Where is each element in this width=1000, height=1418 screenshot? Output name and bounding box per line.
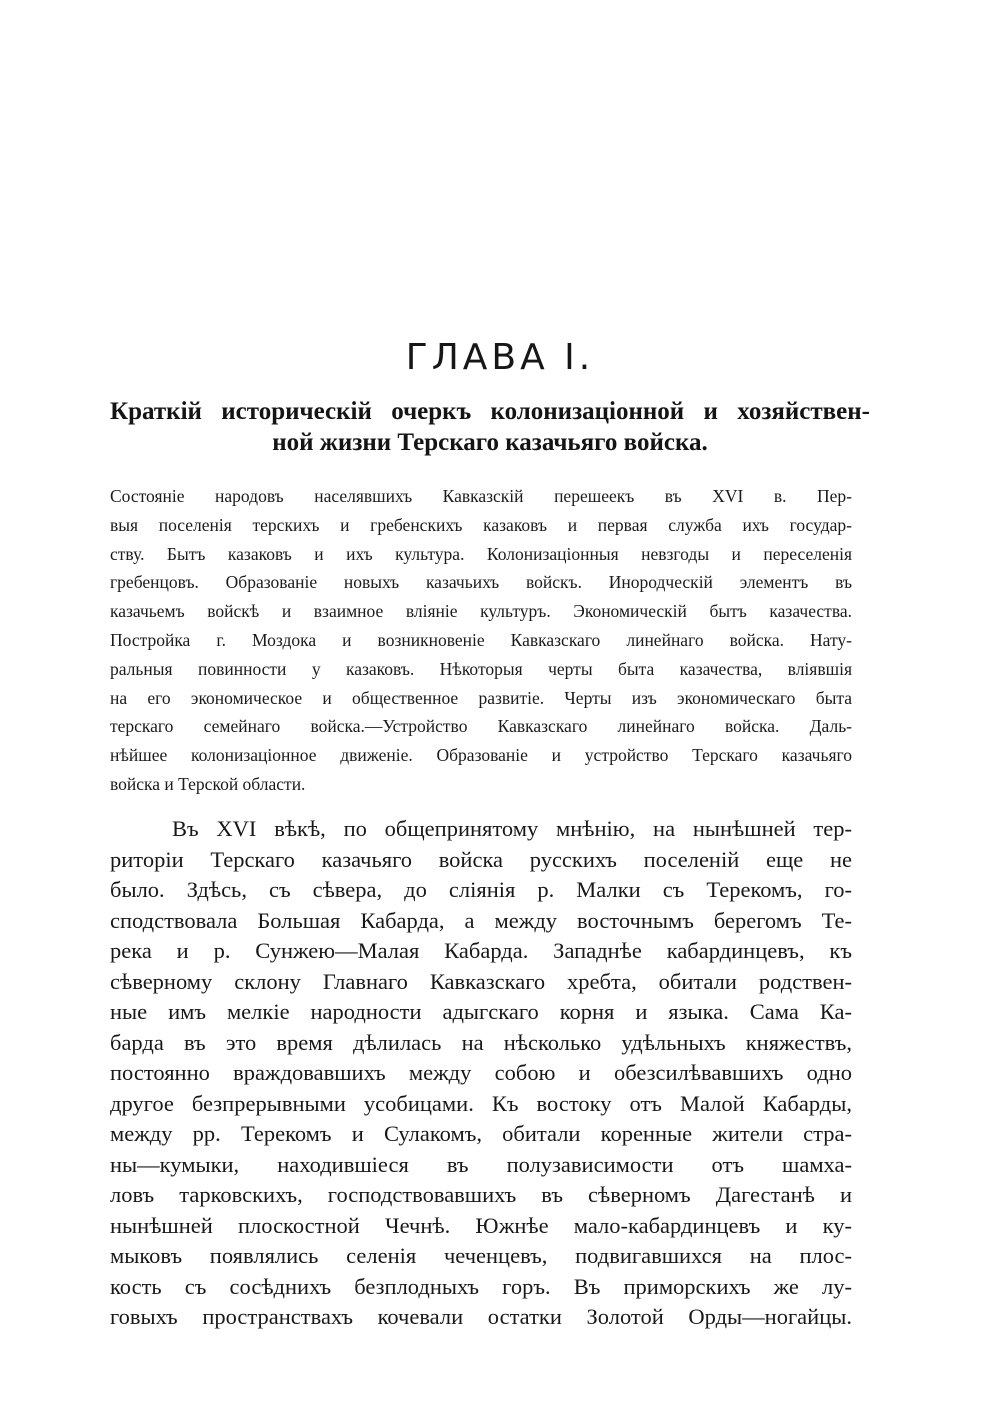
summary-line: гребенцовъ. Образованіе новыхъ казачьихъ войскъ. Инородческій элементъ въ xyxy=(110,572,852,593)
chapter-title-line: Краткій историческій очеркъ колонизаціонной и хозяйствен- xyxy=(110,398,870,425)
summary-line: войска и Терской области. xyxy=(110,773,306,794)
body-line: кость съ сосѣднихъ безплодныхъ горъ. Въ приморскихъ же лу- xyxy=(110,1273,852,1299)
summary-line: терскаго семейнаго войска.—Устройство Кавказскаго линейнаго войска. Даль- xyxy=(110,716,852,737)
body-line: ловъ тарковскихъ, господствовавшихъ въ сѣверномъ Дагестанѣ и xyxy=(110,1182,852,1207)
body-line: между рр. Терекомъ и Сулакомъ, обитали коренные жители стра- xyxy=(110,1121,852,1146)
summary-line: нѣйшее колонизаціонное движеніе. Образованіе и устройство Терскаго казачьяго xyxy=(110,745,852,766)
summary-line: Постройка г. Моздока и возникновеніе Кавказскаго линейнаго войска. Нату- xyxy=(110,629,852,650)
chapter-summary xyxy=(110,482,852,799)
body-line: постоянно враждовавшихъ между собою и обезсилѣвавшихъ одно xyxy=(110,1060,852,1085)
body-line: риторіи Терскаго казачьяго войска русскихъ поселеній еще не xyxy=(110,846,852,872)
summary-line: ству. Бытъ казаковъ и ихъ культура. Колонизаціонныя невзгоды и переселенія xyxy=(110,543,852,564)
body-line: ные имъ мелкіе народности адыгскаго корня и языка. Сама Ка- xyxy=(110,999,852,1024)
body-line: ны—кумыки, находившіеся въ полузависимости отъ шамха- xyxy=(110,1151,852,1177)
body-paragraph xyxy=(110,814,852,1333)
chapter-title-line: ной жизни Терскаго казачьяго войска. xyxy=(272,429,708,456)
body-line: Въ XVI вѣкѣ, по общепринятому мнѣнію, на нынѣшней тер- xyxy=(172,816,852,841)
chapter-heading: ГЛАВА I. xyxy=(405,337,595,378)
summary-line: казачьемъ войскѣ и взаимное вліяніе культуръ. Экономическій бытъ казачества. xyxy=(110,601,852,622)
body-line: было. Здѣсь, съ сѣвера, до сліянія р. Малки съ Терекомъ, го- xyxy=(110,877,852,902)
body-line: нынѣшней плоскостной Чечнѣ. Южнѣе мало-кабардинцевъ и ку- xyxy=(110,1212,852,1238)
summary-line: Состояніе народовъ населявшихъ Кавказскій перешеекъ въ XVI в. Пер- xyxy=(110,486,852,506)
summary-line: выя поселенія терскихъ и гребенскихъ казаковъ и первая служба ихъ государ- xyxy=(110,514,852,535)
body-line: барда въ это время дѣлилась на нѣсколько удѣльныхъ княжествъ, xyxy=(110,1029,852,1055)
body-line: сѣверному склону Главнаго Кавказскаго хребта, обитали родствен- xyxy=(110,968,852,994)
body-line: мыковъ появлялись селенія чеченцевъ, подвигавшихся на плос- xyxy=(110,1243,852,1268)
body-line: река и р. Сунжею—Малая Кабарда. Западнѣе кабардинцевъ, къ xyxy=(110,938,852,963)
chapter-title xyxy=(110,396,870,458)
body-line: другое безпрерывными усобицами. Къ востоку отъ Малой Кабарды, xyxy=(110,1090,852,1116)
summary-line: на его экономическое и общественное развитіе. Черты изъ экономическаго быта xyxy=(110,687,852,708)
body-line: сподствовала Большая Кабарда, а между восточнымъ берегомъ Те- xyxy=(110,907,852,933)
body-line: говыхъ пространствахъ кочевали остатки Золотой Орды—ногайцы. xyxy=(110,1304,852,1329)
summary-line: ральныя повинности у казаковъ. Нѣкоторыя черты быта казачества, вліявшія xyxy=(110,658,852,679)
